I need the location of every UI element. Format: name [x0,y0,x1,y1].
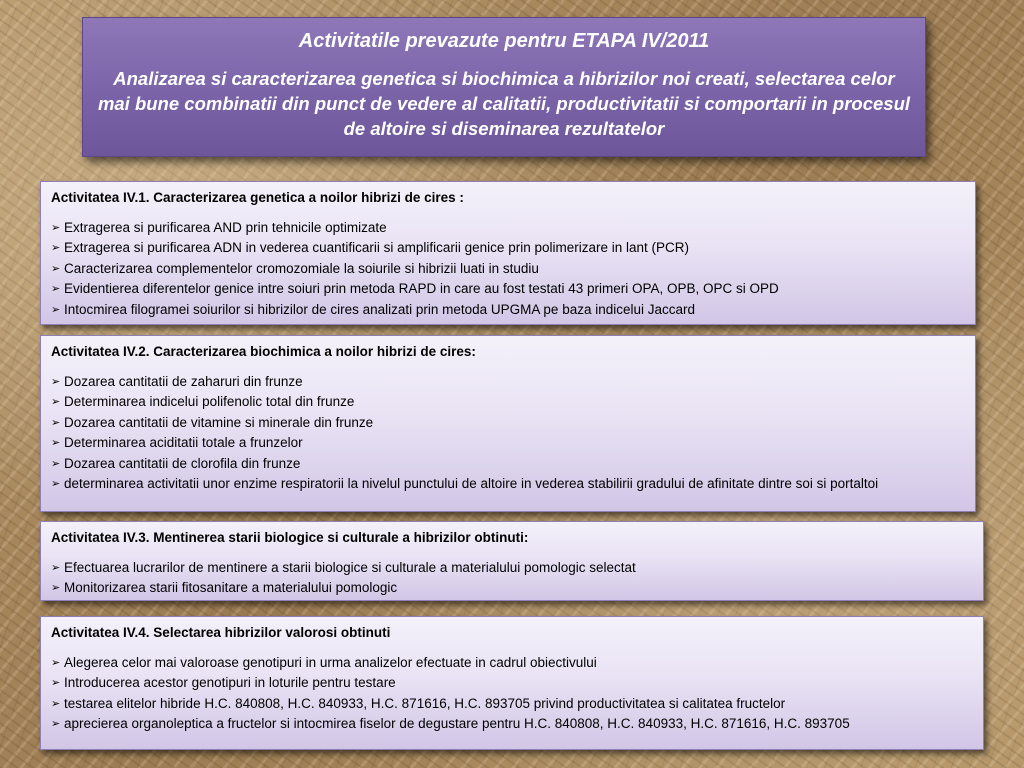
slide-subtitle: Analizarea si caracterizarea genetica si biochimica a hibrizilor noi creati, selectarea celor mai bune combinatii din punct de vedere al calitatii, productivitatii si comportarii in procesul de altoire si diseminarea rezultatelor [97,68,911,139]
activity-title: Activitatea IV.3. Mentinerea starii biologice si culturale a hibrizilor obtinuti: [51,530,529,545]
activity-panel-iv2 [40,335,976,512]
arrow-bullet-icon: ➢ [51,283,61,295]
list-item [51,259,965,280]
list-item-text: Dozarea cantitatii de vitamine si minerale din frunze [64,414,374,430]
activity-list [51,558,973,599]
slide-title: Activitatile prevazute pentru ETAPA IV/2011 [298,30,710,52]
list-item [51,433,965,454]
activity-list [51,653,973,735]
arrow-bullet-icon: ➢ [51,221,61,234]
list-item [51,218,965,239]
arrow-bullet-icon: ➢ [51,375,61,388]
arrow-bullet-icon: ➢ [51,582,61,594]
activity-title: Activitatea IV.1. Caracterizarea genetica a noilor hibrizi de cires : [51,190,464,205]
arrow-bullet-icon: ➢ [51,437,61,449]
arrow-bullet-icon: ➢ [51,697,61,710]
list-item [51,653,973,674]
list-item [51,279,965,300]
list-item-text: Determinarea indicelui polifenolic total din frunze [64,394,355,409]
list-item-text: Dozarea cantitatii de clorofila din frunze [64,455,301,471]
list-item [51,300,965,321]
list-item-text: Intocmirea filogramei soiurilor si hibrizilor de cires analizati prin metoda UPGMA pe baza indicelui Jaccard [64,301,696,317]
arrow-bullet-icon: ➢ [51,478,61,490]
list-item-text: Dozarea cantitatii de zaharuri din frunze [64,373,303,389]
list-item [51,238,965,259]
list-item [51,558,973,579]
arrow-bullet-icon: ➢ [51,303,61,316]
list-item [51,413,965,434]
activity-panel-iv3 [40,521,984,601]
activity-panel-iv4 [40,616,984,750]
list-item-text: Monitorizarea starii fitosanitare a materialului pomologic [64,580,398,595]
activity-list [51,372,965,495]
arrow-bullet-icon: ➢ [51,656,61,669]
list-item-text: Evidentierea diferentelor genice intre soiuri prin metoda RAPD in care au fost testati 43 primeri OPA, OPB, OPC si OPD [64,281,779,296]
list-item [51,694,973,715]
list-item-text: testarea elitelor hibride H.C. 840808, H.C. 840933, H.C. 871616, H.C. 893705 privind productivitatea si calitatea fructelor [64,695,786,711]
list-item-text: determinarea activitatii unor enzime respiratorii la nivelul punctului de altoire in vederea stabilirii gradului de afinitate dintre soi si portaltoi [64,476,879,491]
activity-panel-iv1 [40,181,976,325]
arrow-bullet-icon: ➢ [51,242,61,254]
arrow-bullet-icon: ➢ [51,457,61,470]
arrow-bullet-icon: ➢ [51,396,61,408]
activity-list [51,218,965,321]
list-item-text: Efectuarea lucrarilor de mentinere a starii biologice si culturale a materialului pomologic selectat [64,559,636,575]
list-item-text: Caracterizarea complementelor cromozomiale la soiurile si hibrizii luati in studiu [64,260,539,276]
list-item-text: Determinarea aciditatii totale a frunzelor [64,435,303,450]
list-item [51,454,965,475]
list-item [51,474,965,495]
arrow-bullet-icon: ➢ [51,718,61,730]
arrow-bullet-icon: ➢ [51,416,61,429]
list-item-text: Introducerea acestor genotipuri in loturile pentru testare [64,675,396,690]
list-item-text: Alegerea celor mai valoroase genotipuri in urma analizelor efectuate in cadrul obiectivului [64,654,597,670]
activity-title: Activitatea IV.2. Caracterizarea biochimica a noilor hibrizi de cires: [51,344,476,359]
list-item [51,372,965,393]
list-item [51,578,973,599]
arrow-bullet-icon: ➢ [51,262,61,275]
list-item [51,392,965,413]
list-item [51,673,973,694]
list-item-text: Extragerea si purificarea AND prin tehnicile optimizate [64,219,387,235]
list-item [51,714,973,735]
arrow-bullet-icon: ➢ [51,677,61,689]
header-box [82,17,926,157]
activity-title: Activitatea IV.4. Selectarea hibrizilor valorosi obtinuti [51,625,391,640]
arrow-bullet-icon: ➢ [51,561,61,574]
list-item-text: aprecierea organoleptica a fructelor si intocmirea fiselor de degustare pentru H.C. 840808, H.C. 840933, H.C. 871616, H.C. 893705 [64,716,850,731]
list-item-text: Extragerea si purificarea ADN in vederea cuantificarii si amplificarii genice prin polimerizare in lant (PCR) [64,240,690,255]
